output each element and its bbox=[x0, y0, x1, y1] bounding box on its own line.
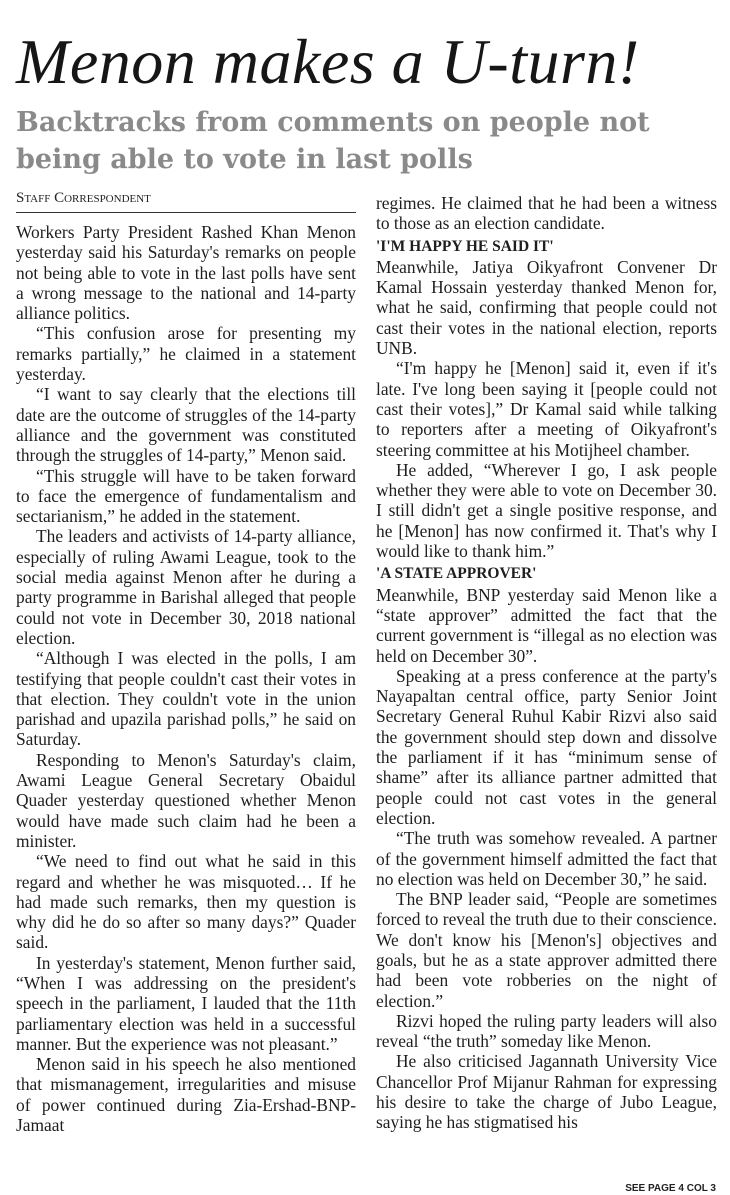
byline-rule bbox=[16, 212, 356, 213]
paragraph: “This confusion arose for presenting my remarks partially,” he claimed in a statement yesterday. bbox=[16, 323, 356, 385]
continuation-jump-line: SEE PAGE 4 COL 3 bbox=[625, 1183, 716, 1194]
article-right-column bbox=[376, 193, 717, 1133]
paragraph: The BNP leader said, “People are sometimes forced to reveal the truth due to their conscience. We don't know his [Menon's] objectives and goals, but he as a state approver admitted there had been vote robberies on the night of election.” bbox=[376, 889, 717, 1011]
byline: Staff Correspondent bbox=[16, 190, 151, 206]
paragraph: “The truth was somehow revealed. A partner of the government himself admitted the fact that no election was held on December 30,” he said. bbox=[376, 828, 717, 889]
paragraph: Meanwhile, BNP yesterday said Menon like a “state approver” admitted the fact that the current government is “illegal as no election was held on December 30”. bbox=[376, 584, 717, 666]
paragraph: Speaking at a press conference at the party's Nayapaltan central office, party Senior Joint Secretary General Ruhul Kabir Rizvi also said the government should step down and dissolve the parliament if it has “minimum sense of shame” after its alliance partner admitted that people could not cast votes in the general election. bbox=[376, 665, 717, 828]
paragraph: Workers Party President Rashed Khan Menon yesterday said his Saturday's remarks on people not being able to vote in the last polls have sent a wrong message to the national and 14-party alliance politics. bbox=[16, 222, 356, 324]
paragraph: Meanwhile, Jatiya Oikyafront Convener Dr Kamal Hossain yesterday thanked Menon for, what he said, confirming that people could not cast their votes in the national election, reports UNB. bbox=[376, 256, 717, 359]
paragraph: The leaders and activists of 14-party alliance, especially of ruling Awami League, took to the social media against Menon after he during a party programme in Barishal alleged that people could not vote in December 30, 2018 national election. bbox=[16, 526, 356, 648]
paragraph: In yesterday's statement, Menon further said, “When I was addressing on the president's speech in the parliament, I lauded that the 11th parliamentary election was held in a successful manner. But the experience was not pleasant.” bbox=[16, 952, 356, 1054]
section-heading: 'I'M HAPPY HE SAID IT' bbox=[376, 237, 554, 255]
paragraph: “This struggle will have to be taken forward to face the emergence of fundamentalism and sectarianism,” he added in the statement. bbox=[16, 465, 356, 527]
article-left-column bbox=[16, 222, 356, 1135]
paragraph: He also criticised Jagannath University Vice Chancellor Prof Mijanur Rahman for expressing his desire to take the charge of Jubo League, saying he has stigmatised his bbox=[376, 1051, 717, 1133]
paragraph: Rizvi hoped the ruling party leaders will also reveal “the truth” someday like Menon. bbox=[376, 1010, 717, 1052]
paragraph: regimes. He claimed that he had been a witness to those as an election candidate. bbox=[376, 193, 717, 234]
headline: Menon makes a U-turn! bbox=[16, 26, 640, 97]
paragraph: “Although I was elected in the polls, I am testifying that people couldn't cast their votes in that election. They couldn't vote in the union parishad and upazila parishad polls,” he said on Saturday. bbox=[16, 648, 356, 750]
paragraph: “We need to find out what he said in this regard and whether he was misquoted… If he had made such remarks, then my question is why did he do so after so many days?” Quader said. bbox=[16, 851, 356, 953]
paragraph: Responding to Menon's Saturday's claim, Awami League General Secretary Obaidul Quader yesterday questioned whether Menon would have made such claim had he been a minister. bbox=[16, 749, 356, 851]
subheadline: Backtracks from comments on people not being able to vote in last polls bbox=[16, 107, 650, 175]
section-heading: 'A STATE APPROVER' bbox=[376, 565, 537, 583]
paragraph: “I want to say clearly that the elections till date are the outcome of struggles of the 14-party alliance and the government was constituted through the struggles of 14-party,” Menon said. bbox=[16, 384, 356, 466]
paragraph: Menon said in his speech he also mentioned that mismanagement, irregularities and misuse of power continued during Zia-Ershad-BNP-Jamaat bbox=[16, 1054, 356, 1136]
paragraph: “I'm happy he [Menon] said it, even if it's late. I've long been saying it [people could not cast their votes],” Dr Kamal said while talking to reporters after a meeting of Oikyafront's steering committee at his Motijheel chamber. bbox=[376, 358, 717, 460]
paragraph: He added, “Wherever I go, I ask people whether they were able to vote on December 30. I still didn't get a single positive response, and he [Menon] has now confirmed it. That's why I would like to thank him.” bbox=[376, 459, 717, 562]
